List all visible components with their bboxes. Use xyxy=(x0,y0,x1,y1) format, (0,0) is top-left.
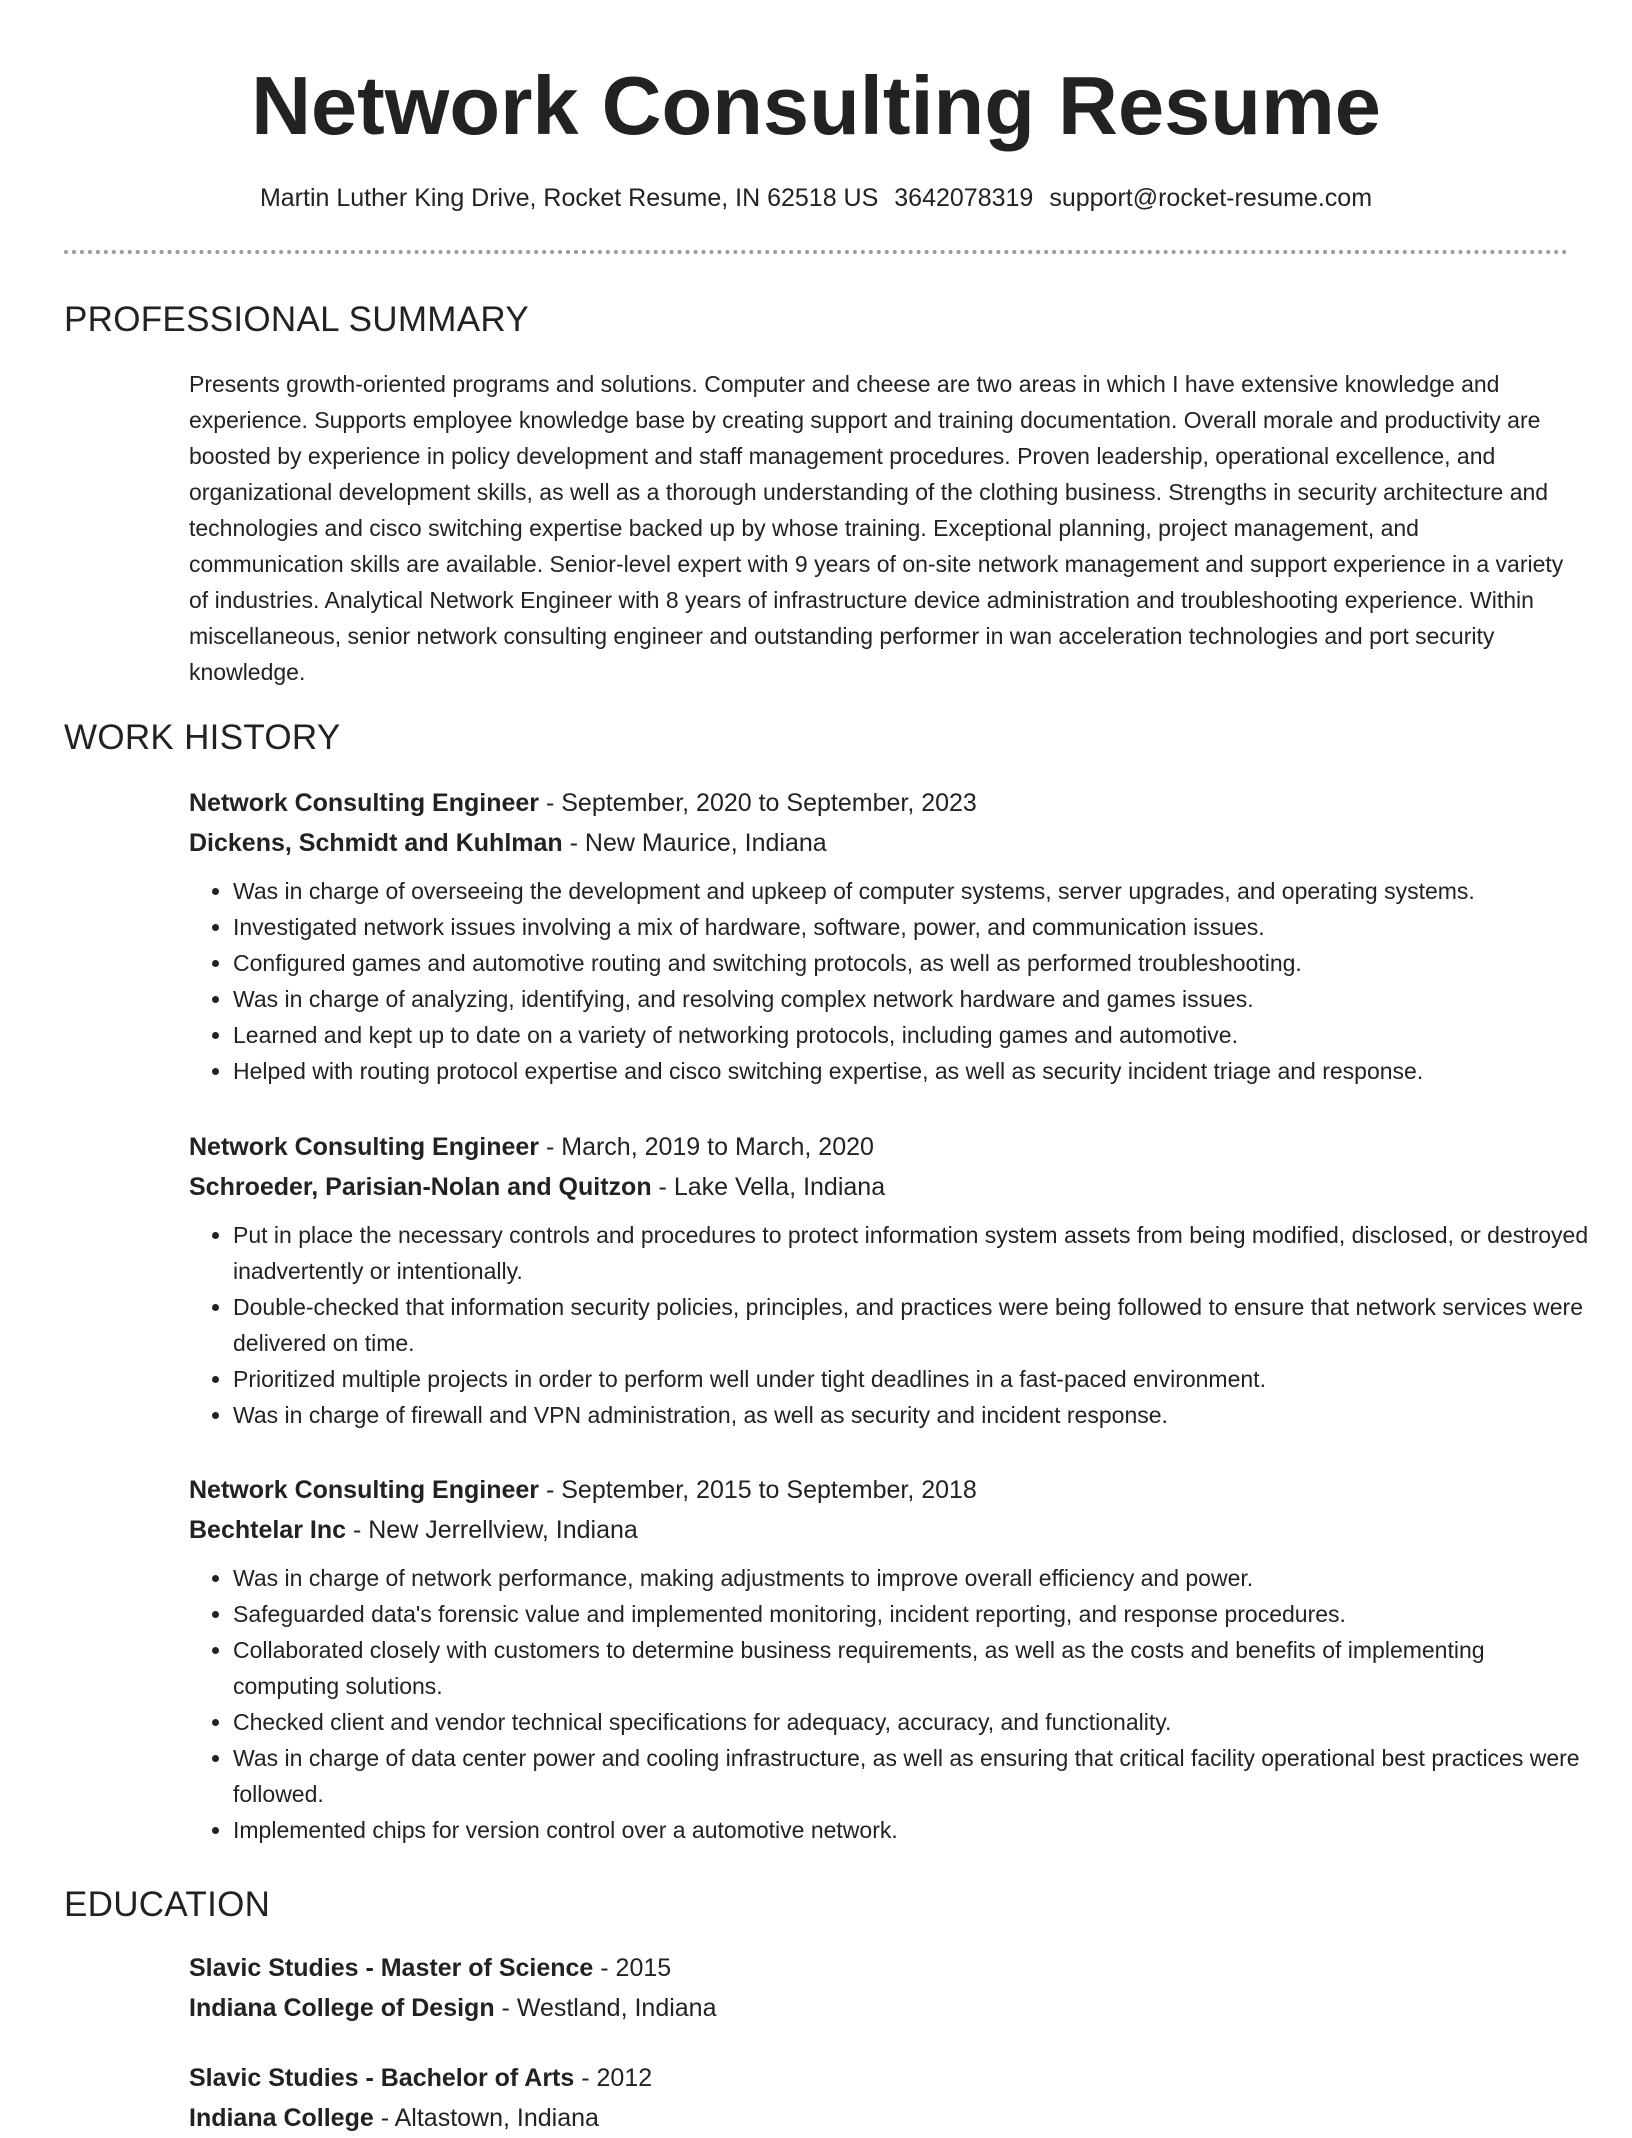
separator: - xyxy=(593,1954,616,1982)
section-heading-summary: PROFESSIONAL SUMMARY xyxy=(64,300,529,339)
separator: - xyxy=(373,2104,395,2132)
education-degree-line xyxy=(189,2058,1589,2098)
job-entry xyxy=(189,783,1589,1089)
education-entry xyxy=(189,2058,1589,2138)
job-dates: September, 2020 to September, 2023 xyxy=(561,789,977,817)
education-entry xyxy=(189,1948,1589,2028)
section-heading-work-history: WORK HISTORY xyxy=(64,718,341,757)
job-bullet: • Double-checked that information security policies, principles, and practices were being followed to ensure that network services were delivered on time. xyxy=(233,1289,1589,1361)
separator: - xyxy=(494,1994,517,2022)
job-location: New Maurice, Indiana xyxy=(584,829,827,857)
job-company: Bechtelar Inc xyxy=(189,1516,347,1544)
job-bullet: • Was in charge of data center power and cooling infrastructure, as well as ensuring that critical facility operational best practices were followed. xyxy=(233,1740,1589,1812)
education-school-line xyxy=(189,2098,1589,2138)
job-title: Network Consulting Engineer xyxy=(189,1133,540,1161)
job-entry xyxy=(189,1127,1589,1433)
job-bullet: • Put in place the necessary controls and procedures to protect information system assets from being modified, disclosed, or destroyed inadvertently or intentionally. xyxy=(233,1217,1589,1289)
job-location: Lake Vella, Indiana xyxy=(673,1173,886,1201)
education-location: Altastown, Indiana xyxy=(394,2104,599,2132)
job-company: Dickens, Schmidt and Kuhlman xyxy=(189,829,563,857)
job-bullet: • Collaborated closely with customers to determine business requirements, as well as the costs and benefits of implementing computing solutions. xyxy=(233,1632,1589,1704)
contact-line xyxy=(0,181,1632,215)
contact-phone: 3642078319 xyxy=(894,184,1034,212)
job-company-line xyxy=(189,1167,1589,1207)
separator: - xyxy=(539,1476,562,1504)
contact-address: Martin Luther King Drive, Rocket Resume, IN 62518 US xyxy=(259,184,879,212)
separator: - xyxy=(574,2064,597,2092)
job-company: Schroeder, Parisian-Nolan and Quitzon xyxy=(189,1173,652,1201)
job-title-line xyxy=(189,1127,1589,1167)
separator: - xyxy=(539,1133,562,1161)
job-dates: September, 2015 to September, 2018 xyxy=(561,1476,977,1504)
job-dates: March, 2019 to March, 2020 xyxy=(561,1133,874,1161)
job-bullets xyxy=(189,873,1589,1089)
separator: - xyxy=(346,1516,369,1544)
job-entry xyxy=(189,1470,1589,1848)
job-title-line xyxy=(189,783,1589,823)
job-bullet: • Implemented chips for version control over a automotive network. xyxy=(233,1812,1589,1848)
job-bullet: • Helped with routing protocol expertise and cisco switching expertise, as well as security incident triage and response. xyxy=(233,1053,1589,1089)
job-title: Network Consulting Engineer xyxy=(189,789,540,817)
education-degree: Slavic Studies - Bachelor of Arts xyxy=(189,2064,575,2092)
job-bullet: • Was in charge of firewall and VPN administration, as well as security and incident response. xyxy=(233,1397,1589,1433)
job-bullet: • Investigated network issues involving a mix of hardware, software, power, and communication issues. xyxy=(233,909,1589,945)
education-degree-line xyxy=(189,1948,1589,1988)
separator: - xyxy=(539,789,562,817)
education-year: 2012 xyxy=(596,2064,653,2092)
education-location: Westland, Indiana xyxy=(516,1994,717,2022)
job-bullets xyxy=(189,1560,1589,1848)
job-bullet: • Safeguarded data's forensic value and implemented monitoring, incident reporting, and response procedures. xyxy=(233,1596,1589,1632)
separator: - xyxy=(562,829,585,857)
job-bullet: • Learned and kept up to date on a variety of networking protocols, including games and automotive. xyxy=(233,1017,1589,1053)
header-divider xyxy=(64,250,1568,254)
job-bullet: • Checked client and vendor technical specifications for adequacy, accuracy, and functionality. xyxy=(233,1704,1589,1740)
job-bullet: • Configured games and automotive routing and switching protocols, as well as performed troubleshooting. xyxy=(233,945,1589,981)
separator: - xyxy=(651,1173,674,1201)
job-title: Network Consulting Engineer xyxy=(189,1476,540,1504)
job-bullet: • Was in charge of overseeing the development and upkeep of computer systems, server upgrades, and operating systems. xyxy=(233,873,1589,909)
job-company-line xyxy=(189,823,1589,863)
education-school: Indiana College xyxy=(189,2104,374,2132)
job-company-line xyxy=(189,1510,1589,1550)
job-bullet: • Prioritized multiple projects in order to perform well under tight deadlines in a fast-paced environment. xyxy=(233,1361,1589,1397)
job-title-line xyxy=(189,1470,1589,1510)
education-school: Indiana College of Design xyxy=(189,1994,495,2022)
education-year: 2015 xyxy=(615,1954,672,1982)
contact-email[interactable]: support@rocket-resume.com xyxy=(1049,184,1373,212)
job-bullet: • Was in charge of network performance, making adjustments to improve overall efficiency and power. xyxy=(233,1560,1589,1596)
job-location: New Jerrellview, Indiana xyxy=(368,1516,638,1544)
resume-title: Network Consulting Resume xyxy=(251,59,1381,152)
job-bullet: • Was in charge of analyzing, identifying, and resolving complex network hardware and games issues. xyxy=(233,981,1589,1017)
education-degree: Slavic Studies - Master of Science xyxy=(189,1954,594,1982)
education-school-line xyxy=(189,1988,1589,2028)
summary-text: Presents growth-oriented programs and solutions. Computer and cheese are two areas in which I have extensive knowledge and experience. Supports employee knowledge base by creating support and training documentation. Overall morale and productivity are boosted by experience in policy development and staff management procedures. Proven leadership, operational excellence, and organizational development skills, as well as a thorough understanding of the clothing business. Strengths in security architecture and technologies and cisco switching expertise backed up by whose training. Exceptional planning, project management, and communication skills are available. Senior-level expert with 9 years of on-site network management and support experience in a variety of industries. Analytical Network Engineer with 8 years of infrastructure device administration and troubleshooting experience. Within miscellaneous, senior network consulting engineer and outstanding performer in wan acceleration technologies and port security knowledge. xyxy=(189,371,1564,685)
job-bullets xyxy=(189,1217,1589,1433)
section-heading-education: EDUCATION xyxy=(64,1885,271,1924)
